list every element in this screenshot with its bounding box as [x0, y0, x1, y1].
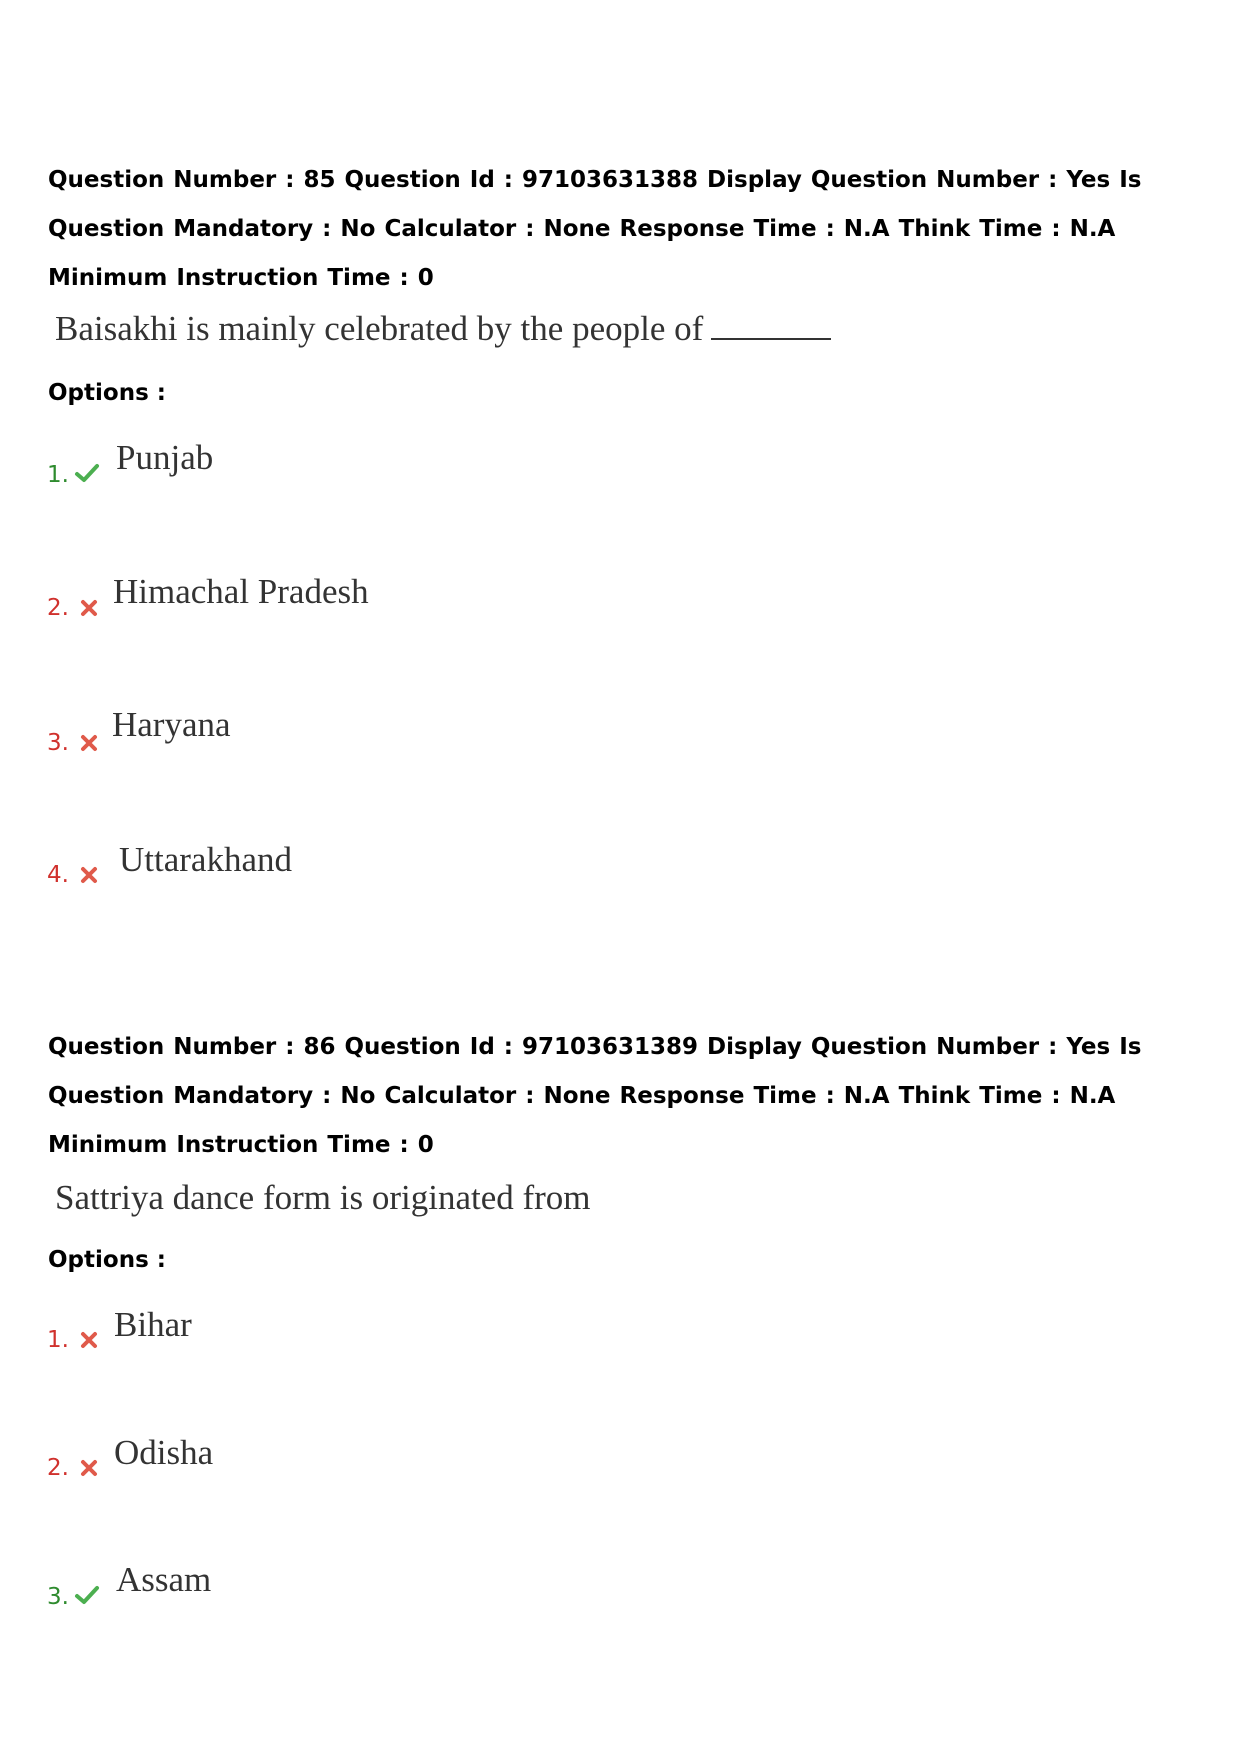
- question-85-options-label: Options :: [48, 380, 166, 406]
- question-85-text: [55, 309, 831, 349]
- q86-option-2-text: Odisha: [114, 1433, 214, 1472]
- question-85-meta: Question Number : 85 Question Id : 97103631388 Display Question Number : Yes Is Question Mandatory : No Calculator : None Response Time : N.A Think Time : N.A Minimum Instruction Time : 0: [48, 167, 1142, 291]
- q85-option-4-text: Uttarakhand: [119, 840, 292, 879]
- q86-option-1-number: 1.: [47, 1327, 69, 1353]
- cross-icon: [77, 1329, 103, 1351]
- q85-option-3-text: Haryana: [112, 705, 231, 744]
- cross-icon: [77, 732, 103, 754]
- question-86-options-label: Options :: [48, 1247, 166, 1273]
- q85-option-1-number: 1.: [47, 462, 69, 488]
- cross-icon: [77, 864, 103, 886]
- q86-option-3-number: 3.: [47, 1584, 69, 1610]
- q85-option-2-text: Himachal Pradesh: [113, 572, 369, 611]
- cross-icon: [77, 597, 103, 619]
- q85-option-1-text: Punjab: [116, 438, 214, 477]
- q86-option-3-text: Assam: [116, 1560, 212, 1599]
- q86-option-2-number: 2.: [47, 1455, 69, 1481]
- q85-option-3-number: 3.: [47, 730, 69, 756]
- answer-blank: [711, 337, 831, 340]
- q85-option-2-number: 2.: [47, 595, 69, 621]
- check-icon: [74, 462, 100, 484]
- q86-option-1-text: Bihar: [114, 1305, 192, 1344]
- q85-option-4-number: 4.: [47, 862, 69, 888]
- question-85-text-content: Baisakhi is mainly celebrated by the people of: [55, 309, 704, 348]
- check-icon: [74, 1584, 100, 1606]
- question-86-text: Sattriya dance form is originated from: [55, 1178, 591, 1217]
- question-86-meta: Question Number : 86 Question Id : 97103631389 Display Question Number : Yes Is Question Mandatory : No Calculator : None Response Time : N.A Think Time : N.A Minimum Instruction Time : 0: [48, 1034, 1142, 1158]
- cross-icon: [77, 1457, 103, 1479]
